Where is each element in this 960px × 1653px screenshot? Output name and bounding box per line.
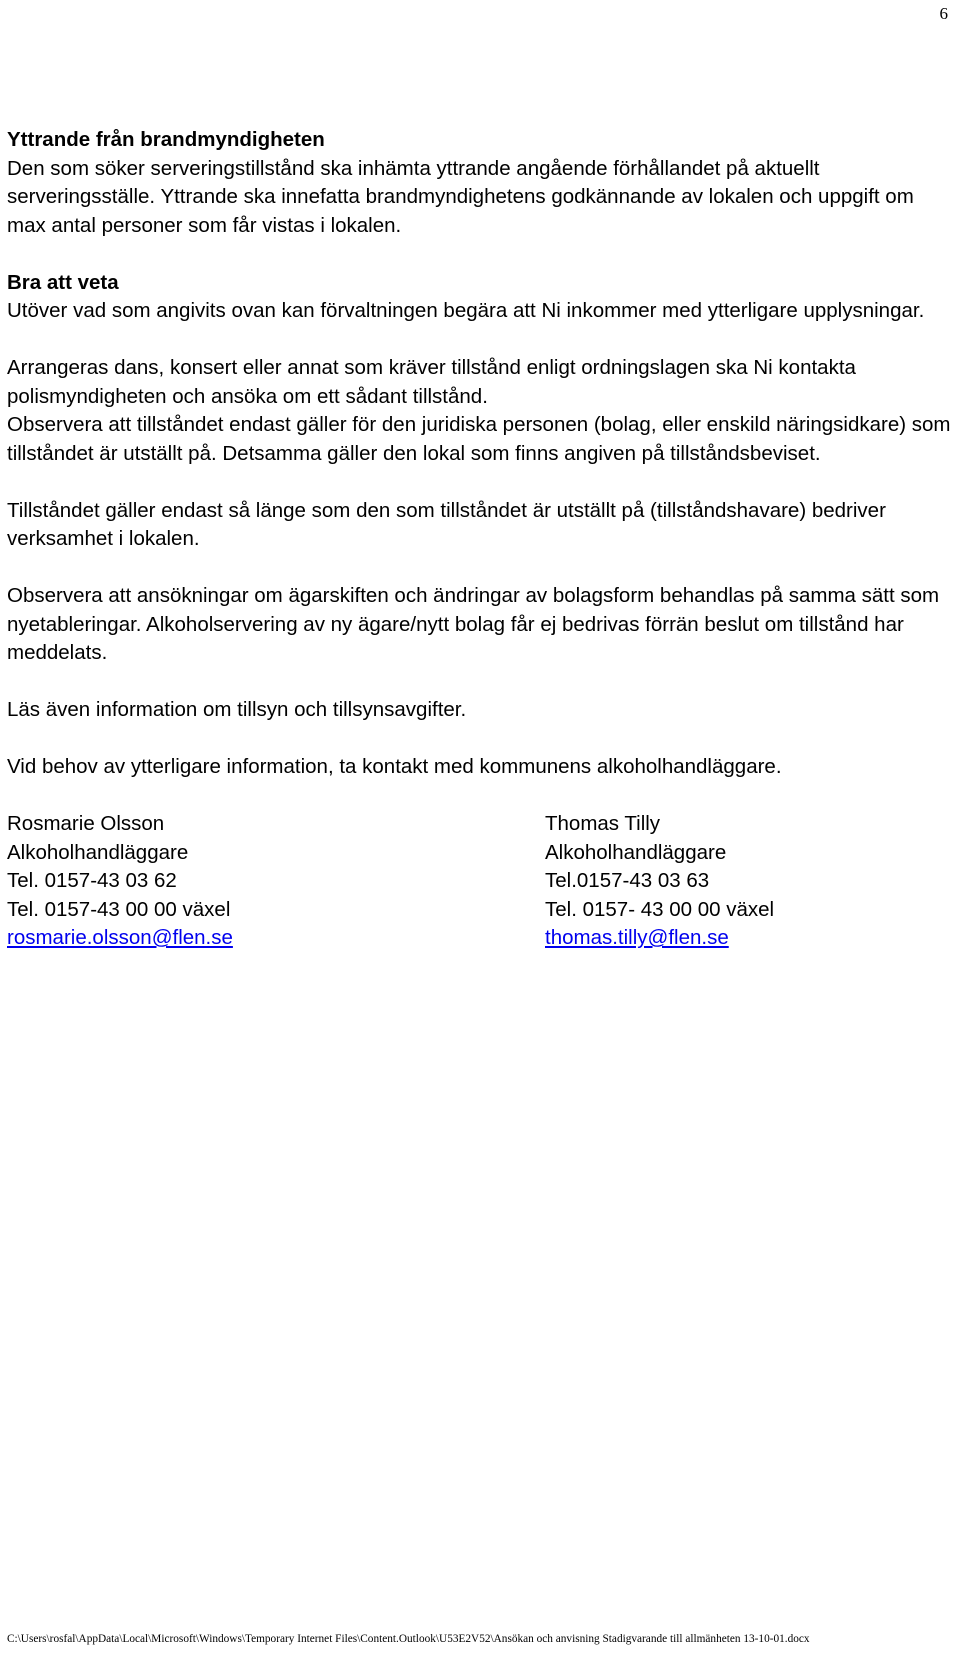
paragraph-bra-att-veta: Utöver vad som angivits ovan kan förvaltningen begära att Ni inkommer med ytterligare upplysningar. xyxy=(7,299,925,322)
paragraph-tillsyn: Läs även information om tillsyn och tillsynsavgifter. xyxy=(7,698,467,721)
contact-card-thomas xyxy=(545,810,774,953)
section-arrangemang xyxy=(7,354,952,411)
section-heading-bra-att-veta: Bra att veta xyxy=(7,270,119,294)
section-bra-att-veta xyxy=(7,269,952,326)
document-body xyxy=(7,126,952,960)
section-tillsyn xyxy=(7,696,952,725)
contact-switchboard: Tel. 0157- 43 00 00 växel xyxy=(545,897,775,921)
section-heading-brandmyndigheten: Yttrande från brandmyndigheten xyxy=(7,128,325,151)
section-brandmyndigheten xyxy=(7,126,952,240)
contacts-block xyxy=(7,810,952,960)
paragraph-kontakt: Vid behov av ytterligare information, ta kontakt med kommunens alkoholhandläggare. xyxy=(7,755,782,778)
contact-title: Alkoholhandläggare xyxy=(7,840,189,864)
contact-name: Rosmarie Olsson xyxy=(7,812,165,835)
contact-email-link[interactable]: thomas.tilly@flen.se xyxy=(545,926,729,949)
contact-name: Thomas Tilly xyxy=(545,812,661,835)
section-agarskifte xyxy=(7,582,952,668)
contact-phone: Tel. 0157-43 03 62 xyxy=(7,869,177,892)
paragraph-arrangemang: Arrangeras dans, konsert eller annat som kräver tillstånd enligt ordningslagen ska Ni kontakta polismyndigheten och ansöka om ett sådant tillstånd. xyxy=(7,356,856,408)
paragraph-juridisk-person: Observera att tillståndet endast gäller för den juridiska personen (bolag, eller enskild näringsidkare) som tillståndet är utställt på. Detsamma gäller den lokal som finns angiven på tillståndsbeviset. xyxy=(7,413,951,465)
paragraph-brandmyndigheten: Den som söker serveringstillstånd ska inhämta yttrande angående förhållandet på aktuellt serveringsställe. Yttrande ska innefatta brandmyndighetens godkännande av lokalen och uppgift om max antal personer som får vistas i lokalen. xyxy=(7,156,914,237)
page-number: 6 xyxy=(939,4,948,23)
paragraph-agarskifte: Observera att ansökningar om ägarskiften och ändringar av bolagsform behandlas på samma sätt som nyetableringar. Alkoholservering av ny ägare/nytt bolag får ej bedrivas förrän beslut om tillstånd har meddelats. xyxy=(7,584,940,664)
section-kontakt xyxy=(7,753,952,782)
footer-file-path: C:\Users\rosfal\AppData\Local\Microsoft\Windows\Temporary Internet Files\Content.Outlook\U53E2V52\Ansökan och anvisning Stadigvarande till allmänheten 13-10-01.docx xyxy=(7,1633,810,1645)
paragraph-tillstandshavare: Tillståndet gäller endast så länge som den som tillståndet är utställt på (tillståndshavare) bedriver verksamhet i lokalen. xyxy=(7,498,886,550)
contact-card-rosmarie xyxy=(7,810,233,953)
contact-switchboard: Tel. 0157-43 00 00 växel xyxy=(7,897,231,921)
contact-phone: Tel.0157-43 03 63 xyxy=(545,869,710,892)
contact-email-link[interactable]: rosmarie.olsson@flen.se xyxy=(7,926,233,949)
section-tillstandshavare xyxy=(7,497,952,554)
section-juridisk-person xyxy=(7,411,952,468)
contact-title: Alkoholhandläggare xyxy=(545,840,727,864)
